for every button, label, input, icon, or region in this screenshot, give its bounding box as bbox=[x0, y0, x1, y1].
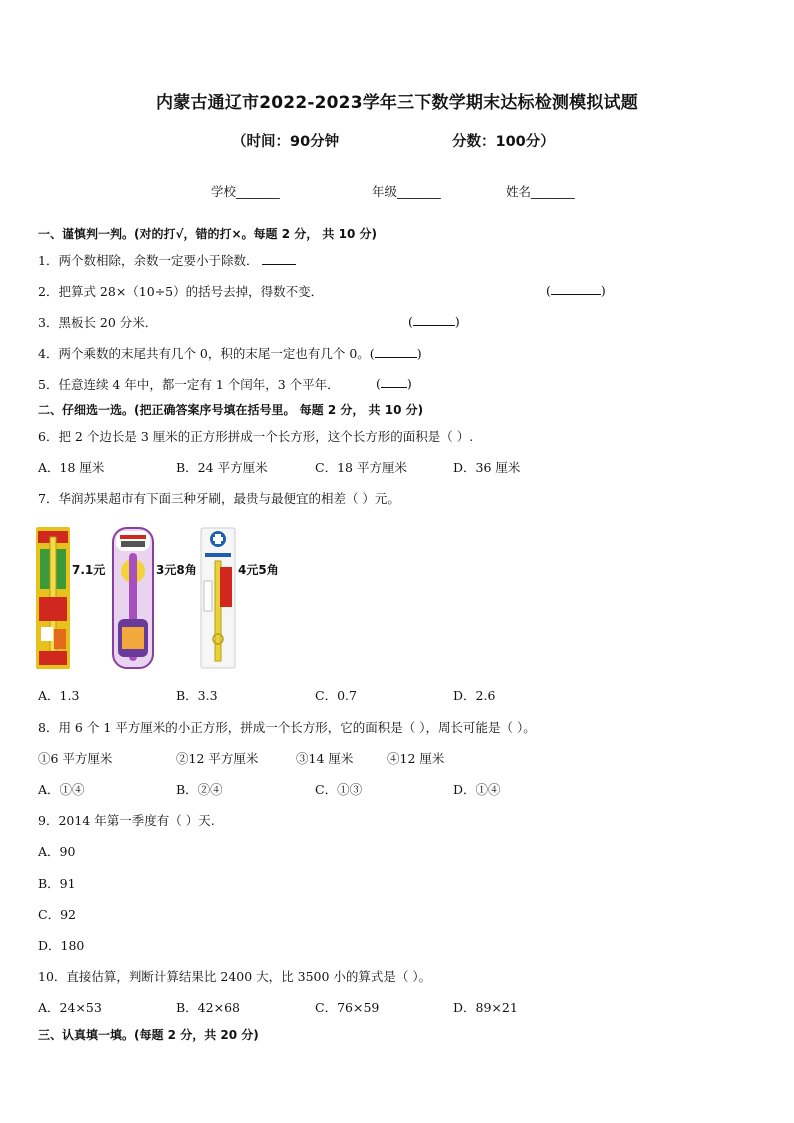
option-b: B．24 平方厘米 bbox=[176, 460, 268, 475]
question-6: 6．把 2 个边长是 3 厘米的正方形拼成一个长方形，这个长方形的面积是（ ）. bbox=[38, 429, 474, 444]
option-c: C．18 平方厘米 bbox=[315, 460, 407, 475]
question-7: 7．华润苏果超市有下面三种牙刷，最贵与最便宜的相差（ ）元。 bbox=[38, 491, 400, 506]
section-3-heading: 三、认真填一填。(每题 2 分，共 20 分) bbox=[38, 1028, 259, 1042]
option-b: B．42×68 bbox=[176, 1000, 240, 1015]
price-label-2: 3元8角 bbox=[156, 563, 197, 577]
option-a: A．90 bbox=[38, 844, 76, 859]
choice-1: ①6 平方厘米 bbox=[38, 751, 113, 766]
exam-score: 分数：100分） bbox=[452, 134, 555, 150]
option-d: D．36 厘米 bbox=[453, 460, 521, 475]
name-field: 姓名_______ bbox=[506, 184, 575, 199]
yellow-toothbrush-image bbox=[36, 527, 70, 669]
option-d: D．89×21 bbox=[453, 1000, 518, 1015]
price-label-3: 4元5角 bbox=[238, 563, 279, 577]
question-9: 9．2014 年第一季度有（ ）天. bbox=[38, 813, 215, 828]
option-a: A．①④ bbox=[38, 782, 85, 797]
option-c: C．92 bbox=[38, 907, 76, 922]
option-c: C．76×59 bbox=[315, 1000, 380, 1015]
question-1-text: 1．两个数相除，余数一定要小于除数． bbox=[38, 253, 259, 268]
grade-field: 年级_______ bbox=[372, 184, 441, 199]
question-3: 3．黑板长 20 分米． bbox=[38, 315, 158, 330]
question-5: 5．任意连续 4 年中，都一定有 1 个闰年，3 个平年． bbox=[38, 377, 340, 392]
answer-blank bbox=[262, 252, 296, 265]
section-1-heading: 一、谨慎判一判。(对的打√，错的打×。每题 2 分， 共 10 分) bbox=[38, 227, 377, 241]
answer-paren: ( ) bbox=[376, 376, 412, 391]
option-c: C．0.7 bbox=[315, 688, 357, 703]
question-4: 4．两个乘数的末尾共有几个 0，积的末尾一定也有几个 0。( ) bbox=[38, 346, 422, 361]
choice-4: ④12 厘米 bbox=[387, 751, 445, 766]
choice-3: ③14 厘米 bbox=[296, 751, 354, 766]
option-a: A．24×53 bbox=[38, 1000, 102, 1015]
question-8: 8．用 6 个 1 平方厘米的小正方形，拼成一个长方形，它的面积是（ ），周长可能是（ ）。 bbox=[38, 720, 536, 735]
option-b: B．91 bbox=[38, 876, 76, 891]
answer-paren: ( ) bbox=[408, 314, 460, 329]
option-a: A．1.3 bbox=[38, 688, 80, 703]
choice-2: ②12 平方厘米 bbox=[176, 751, 259, 766]
purple-toothbrush-image bbox=[112, 527, 154, 669]
section-2-heading: 二、仔细选一选。(把正确答案序号填在括号里。 每题 2 分， 共 10 分) bbox=[38, 403, 424, 417]
option-a: A．18 厘米 bbox=[38, 460, 105, 475]
option-b: B．②④ bbox=[176, 782, 223, 797]
exam-time: （时间：90分钟 bbox=[232, 134, 340, 150]
school-field: 学校_______ bbox=[211, 184, 280, 199]
question-2: 2．把算式 28×（10÷5）的括号去掉，得数不变． bbox=[38, 284, 324, 299]
option-d: D．2.6 bbox=[453, 688, 496, 703]
page-title: 内蒙古通辽市2022-2023学年三下数学期末达标检测模拟试题 bbox=[156, 93, 638, 113]
option-d: D．①④ bbox=[453, 782, 501, 797]
price-label-1: 7.1元 bbox=[72, 563, 106, 577]
option-c: C．①③ bbox=[315, 782, 363, 797]
question-10: 10．直接估算，判断计算结果比 2400 大，比 3500 小的算式是（ ）。 bbox=[38, 969, 432, 984]
option-b: B．3.3 bbox=[176, 688, 218, 703]
question-1 bbox=[38, 251, 296, 269]
white-toothbrush-image bbox=[200, 527, 236, 669]
option-d: D．180 bbox=[38, 938, 85, 953]
answer-paren: ( ) bbox=[546, 283, 606, 298]
